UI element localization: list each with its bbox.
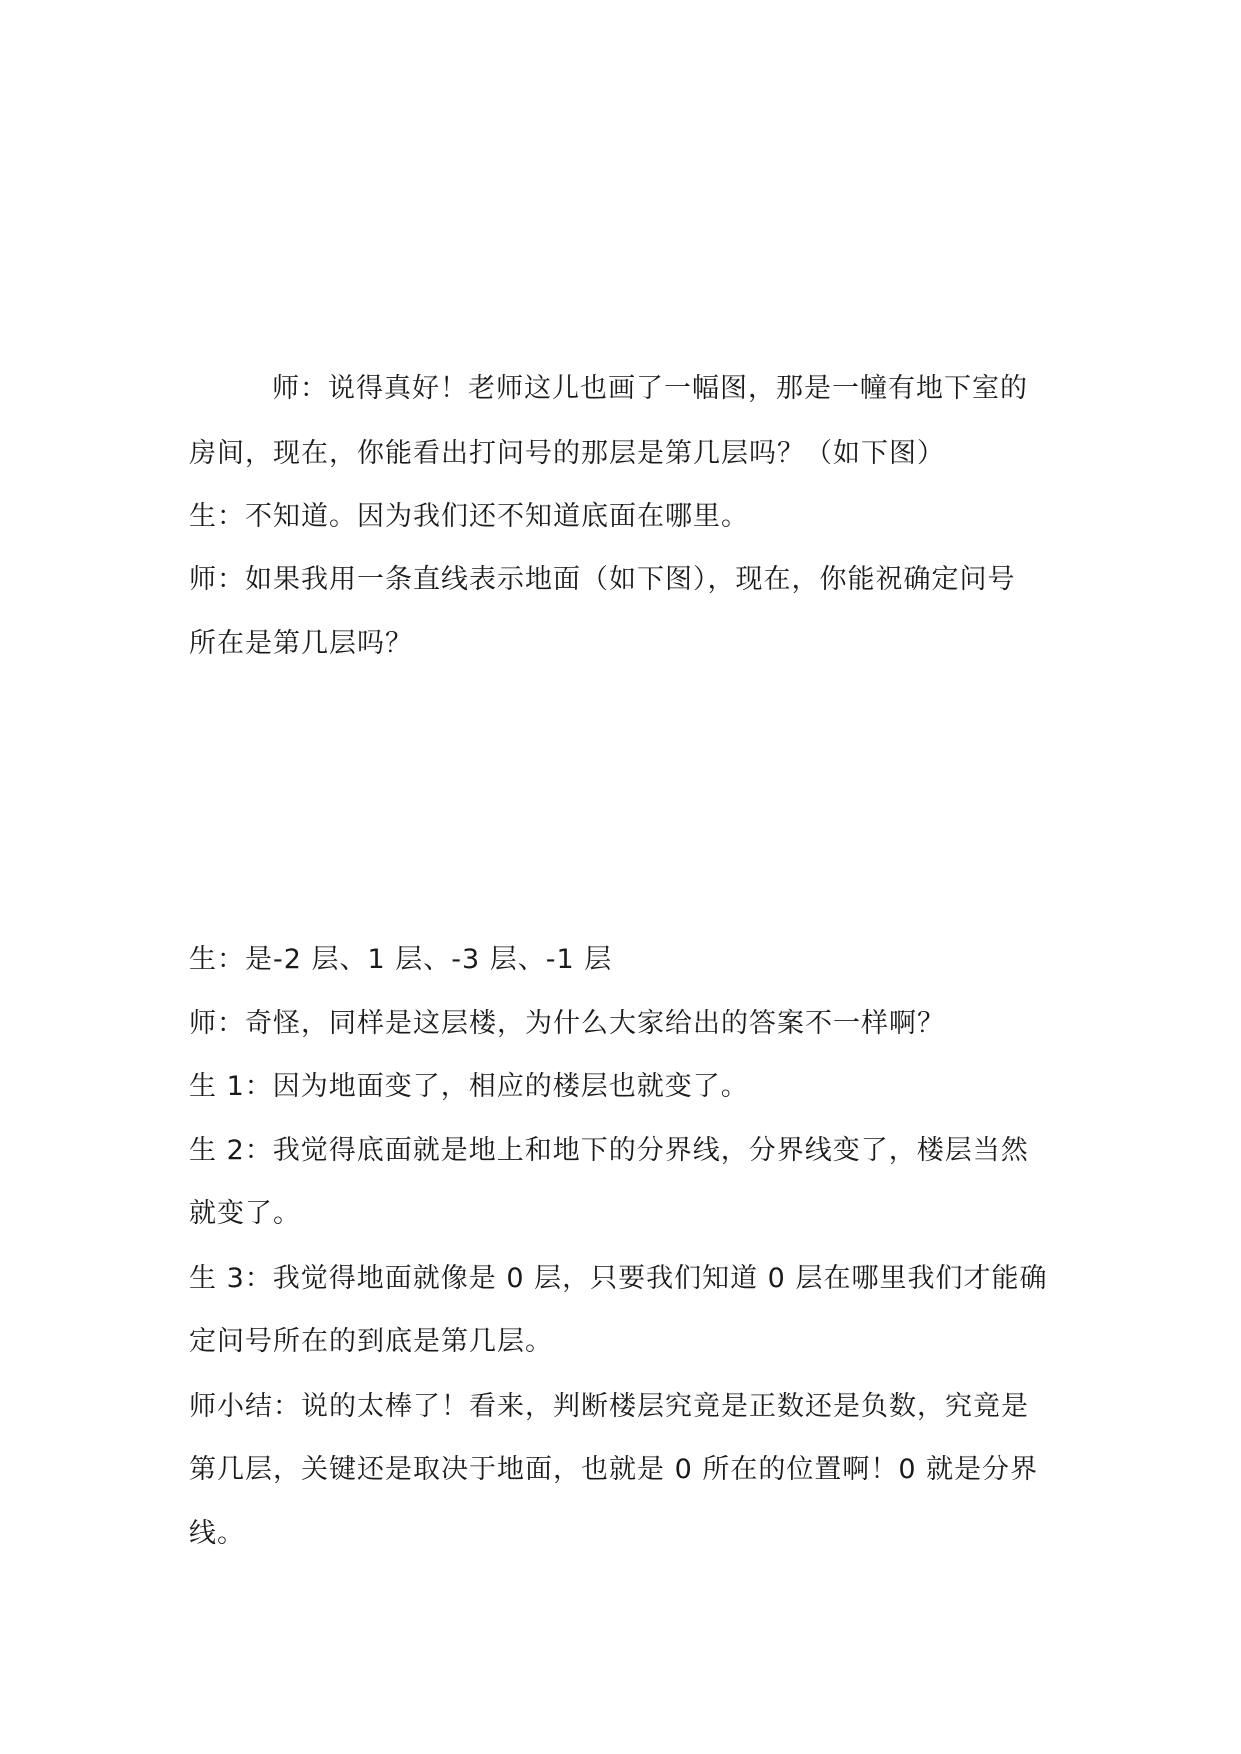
paragraph-line: 师：如果我用一条直线表示地面（如下图），现在，你能祝确定问号 [189, 564, 1016, 595]
paragraph-line: 师小结：说的太棒了！看来，判断楼层究竟是正数还是负数，究竟是 [189, 1391, 1029, 1422]
paragraph-line: 生：是-2 层、1 层、-3 层、-1 层 [189, 944, 613, 975]
paragraph-line: 生 2：我觉得底面就是地上和地下的分界线，分界线变了，楼层当然 [189, 1135, 1029, 1166]
paragraph-line: 房间，现在，你能看出打问号的那层是第几层吗？（如下图） [189, 438, 945, 469]
paragraph-line: 定问号所在的到底是第几层。 [189, 1326, 553, 1357]
paragraph-line: 所在是第几层吗？ [189, 628, 413, 659]
paragraph-line: 师：奇怪，同样是这层楼，为什么大家给出的答案不一样啊？ [189, 1008, 945, 1039]
paragraph-line: 生：不知道。因为我们还不知道底面在哪里。 [189, 501, 749, 532]
paragraph-line: 生 1：因为地面变了，相应的楼层也就变了。 [189, 1071, 749, 1102]
paragraph-line: 生 3：我觉得地面就像是 0 层，只要我们知道 0 层在哪里我们才能确 [189, 1263, 1048, 1294]
paragraph-line: 第几层，关键还是取决于地面，也就是 0 所在的位置啊！0 就是分界 [189, 1454, 1039, 1485]
paragraph-line: 师：说得真好！老师这儿也画了一幅图，那是一幢有地下室的 [272, 373, 1028, 404]
paragraph-line: 线。 [189, 1518, 245, 1549]
paragraph-line: 就变了。 [189, 1198, 301, 1229]
